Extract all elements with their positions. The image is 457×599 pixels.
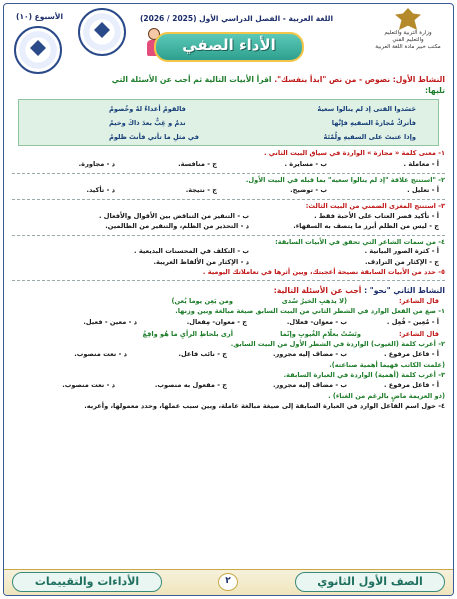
- option[interactable]: أ - كثرة الصور البيانية .: [364, 247, 439, 256]
- option[interactable]: د - مجاورة.: [78, 159, 115, 168]
- office-name: مكتب خبير مادة اللغة العربية: [375, 44, 441, 50]
- title-banner: [154, 32, 304, 62]
- worksheet-page: [3, 3, 454, 596]
- verse-2: [12, 329, 445, 340]
- activity1-title: النشاط الأول: نصوص - من نص "ابدأ بنفسك".: [274, 75, 445, 84]
- verse-hemistich-second: ومن يَعِن يوما يُعن): [171, 296, 233, 305]
- nahw-question-2-options: [12, 349, 445, 361]
- poem-hemistich-second: في مثلِ ما تأتي فأنتَ ظلومُ: [109, 133, 199, 141]
- activity1-heading-cont: [12, 85, 445, 96]
- page-footer: [4, 567, 453, 595]
- option[interactable]: ب - توضيح.: [290, 186, 327, 195]
- poem-hemistich-second: فالقومُ أعداءٌ لهُ وخُصومُ: [109, 105, 186, 113]
- option[interactable]: ب - مسايرة .: [284, 159, 327, 168]
- activity2-instruction: أجب عن الأسئلة التالية:: [273, 285, 362, 295]
- option[interactable]: ج - الإكثار من الترادف.: [365, 257, 439, 266]
- nahw-question-4-intro: (ذو العزيمة ماضٍ بالرغم من الغناء) .: [328, 392, 445, 401]
- question-1-options: [12, 159, 445, 171]
- activity1-heading: [12, 74, 445, 85]
- option[interactable]: ج - منافسة.: [178, 159, 217, 168]
- option[interactable]: أ - مُعِين - فُعِل .: [386, 317, 439, 326]
- question-3-options-row1: [12, 212, 445, 223]
- footer-series-title: الأداءات والتقييمات: [12, 572, 162, 592]
- nahw-question-2: ٢- أعرب كلمة (الغيوب) الواردة في الشطر الأول من البيت السابق.: [230, 339, 445, 348]
- worksheet-content: [12, 74, 445, 412]
- question-5: ٥- حدد من الأبيات السابقة نصيحة أعجبتك، وبين أثرها في تعاملاتك اليومية .: [202, 268, 445, 277]
- question-4-options-row1: [12, 247, 445, 258]
- page-header: [4, 4, 453, 72]
- question-2: ٢- "استنتج علاقة "إذ لم ينالوا سعيه" بما قبله في البيت الأول.: [245, 175, 445, 184]
- nahw-question-1: ١- صغ من الفعل الوارد في الشطر الثاني من البيت السابق صيغة مبالغة وبين وزنها.: [175, 306, 445, 315]
- verse-hemistich-first: وتَسْتُ بعلّامِ الغُيوبِ وإنّما: [280, 329, 361, 338]
- footer-grade: الصف الأول الثانوي: [295, 572, 445, 592]
- activity1-instruction-cont: تليها:: [425, 86, 445, 95]
- option[interactable]: أ - تعليل .: [407, 186, 439, 195]
- option[interactable]: ب - التكلف في المحسنات البديعية .: [134, 247, 249, 256]
- option[interactable]: ج - معوان- مِفعال.: [186, 317, 247, 326]
- activity2-heading: [12, 285, 445, 296]
- poem-hemistich-first: فأتركْ مُجازةَ السفيهِ فإنَّها: [331, 119, 416, 127]
- ministry-seal-icon: [14, 26, 62, 74]
- nahw-question-3: ٣- أعرب كلمة (أهمية) الواردة في العبارة السابقة.: [283, 370, 445, 379]
- option[interactable]: أ - فاعل مرفوع .: [383, 350, 439, 359]
- poem-hemistich-first: حَسَدوا الفتى إذ لم ينالوا سعيهُ: [317, 105, 416, 113]
- question-2-options: [12, 185, 445, 197]
- question-3: ٣- استنتج المغزى الضمني من البيت الثالث:: [305, 202, 445, 211]
- poet-label: قال الشاعر:: [399, 329, 439, 338]
- option[interactable]: د - نعت منصوب.: [62, 381, 115, 390]
- nahw-question-3-options: [12, 380, 445, 392]
- activity1-instruction: اقرأ الأبيات التالية ثم أجب عن الأسئلة التي: [111, 75, 272, 84]
- option[interactable]: ج - ليس من الظلم أبرز ما يتصف به السفهاء.: [293, 222, 439, 231]
- option[interactable]: ج - نتيجة.: [185, 186, 217, 195]
- option[interactable]: د - تأكيد.: [86, 186, 115, 195]
- subject-term-title: اللغة العربية - الفصل الدراسي الأول (2025 / 2026): [139, 14, 334, 23]
- option[interactable]: د - معين - فعيل.: [83, 317, 137, 326]
- nahw-question-1-options: [12, 317, 445, 329]
- option[interactable]: أ - معاملة .: [403, 159, 439, 168]
- question-4: ٤- من سمات الشاعر التي تحقق في الأبيات السابقة:: [275, 237, 445, 246]
- verse-hemistich-first: (لا يذهبِ الخيرُ سُدى: [281, 296, 347, 305]
- poet-label: قال الشاعر:: [399, 296, 439, 305]
- week-badge: الأسبوع (١٠): [16, 12, 64, 21]
- option[interactable]: د - الإكثار من الألفاظ الغريبة.: [153, 257, 249, 266]
- eagle-emblem-icon: [395, 8, 421, 30]
- option[interactable]: ج - مفعول به منصوب.: [154, 381, 227, 390]
- ministry-name-line2: والتعليم الفني: [392, 37, 424, 43]
- verse-hemistich-second: أرى بلحاظِ الرأيِ ما هُو واقِعُ: [142, 329, 233, 338]
- option[interactable]: ب - معوَان- فعلال.: [286, 317, 347, 326]
- nahw-question-3-intro: (علمت الكاتب فهيما أهمية صناعته).: [329, 361, 445, 370]
- page-number: ٢: [218, 573, 238, 591]
- option[interactable]: ب - مضاف إليه مجرور.: [272, 381, 347, 390]
- activity2-title: النشاط الثاني "نحو" :: [364, 285, 445, 295]
- divider: [12, 199, 445, 200]
- option[interactable]: ب - التنفير من التناقض بين الأقوال والأفعال .: [98, 211, 249, 220]
- ministry-name-line1: وزارة التربية والتعليم: [384, 30, 432, 36]
- question-1: ١- معنى كلمة « مجازة » الواردة في سياق البيت الثاني .: [263, 149, 445, 157]
- question-4-options-row2: [12, 258, 445, 269]
- option[interactable]: أ - فاعل مرفوع .: [383, 381, 439, 390]
- option[interactable]: ب - مضاف إليه مجرور.: [272, 350, 347, 359]
- divider: [12, 173, 445, 174]
- poem-hemistich-second: ندمٌ و غِبٌّ بعدَ ذاكَ وخيمُ: [109, 119, 186, 127]
- option[interactable]: أ - تأكيد قصر العتاب على الأحبة فقط .: [314, 211, 439, 220]
- option[interactable]: ج - نائب فاعل.: [178, 350, 227, 359]
- poem-box: [18, 99, 439, 146]
- divider: [12, 235, 445, 236]
- question-3-options-row2: [12, 222, 445, 233]
- option[interactable]: د - نعت منصوب.: [74, 350, 127, 359]
- ministry-logo: [369, 8, 447, 64]
- nahw-question-4: ٤- حول اسم الفاعل الوارد في العبارة السابقة إلى صيغة مبالغة عاملة، وبين سبب عملها، وحدد معمولها، وأعربه.: [84, 401, 445, 410]
- option[interactable]: د - التحذير من الظلم، والتنفير من الظالمين.: [105, 222, 249, 231]
- banner-title: الأداء الصفي: [182, 36, 276, 54]
- divider: [12, 280, 445, 281]
- verse-1: [12, 296, 445, 307]
- poem-hemistich-first: وإذا عتبتَ على السفيهِ ولُمْتَهُ: [323, 133, 416, 141]
